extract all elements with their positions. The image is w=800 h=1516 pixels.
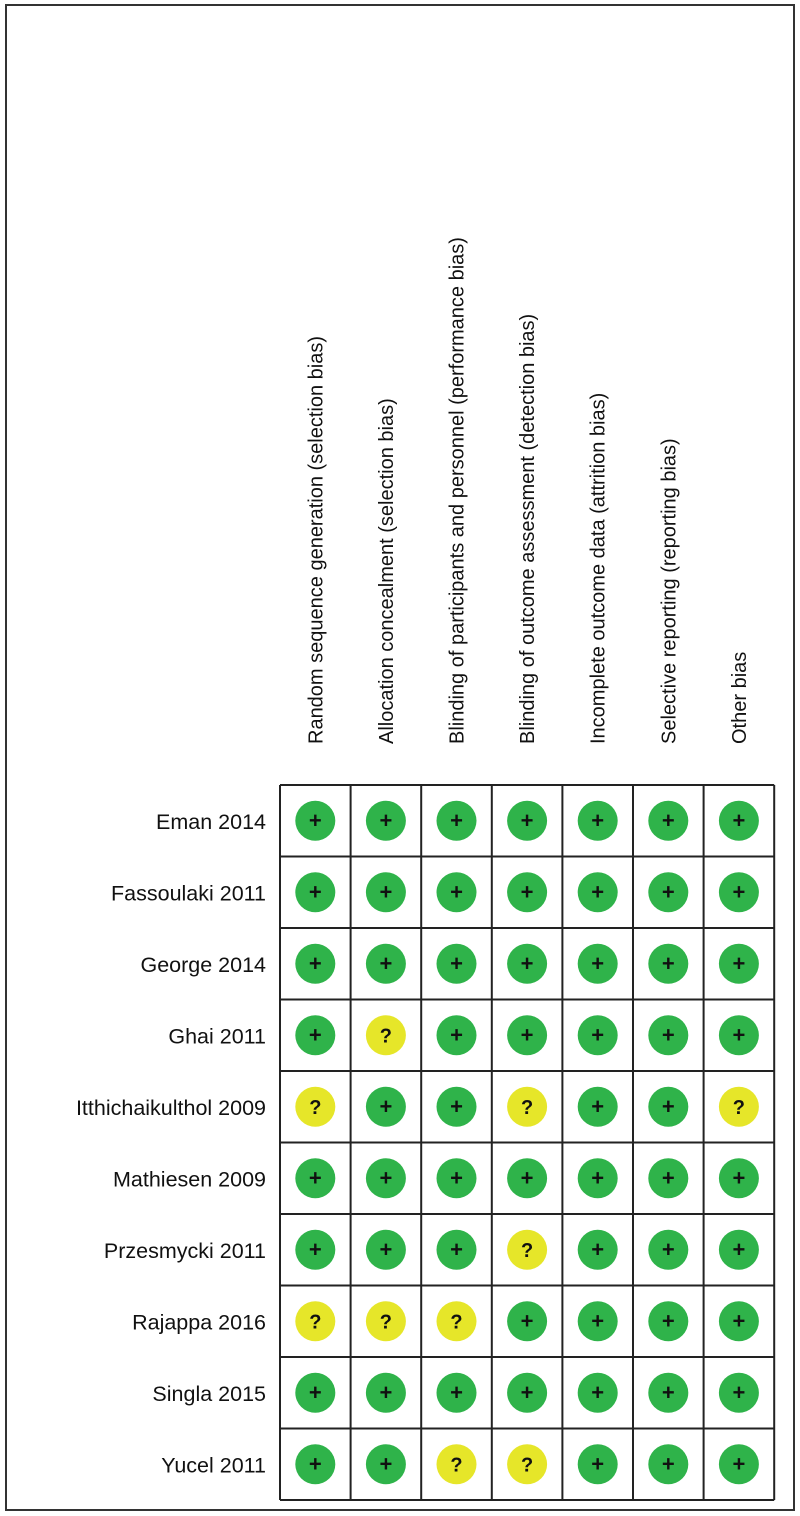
- unclear-risk-symbol: ?: [309, 1311, 322, 1334]
- low-risk-symbol: +: [591, 1379, 605, 1405]
- low-risk-symbol: +: [308, 807, 322, 833]
- study-label: Itthichaikulthol 2009: [75, 1095, 266, 1120]
- low-risk-symbol: +: [308, 950, 322, 976]
- low-risk-symbol: +: [732, 1236, 746, 1262]
- low-risk-symbol: +: [591, 879, 605, 905]
- study-label: Przesmycki 2011: [103, 1238, 266, 1263]
- low-risk-symbol: +: [732, 1165, 746, 1191]
- low-risk-symbol: +: [732, 1451, 746, 1477]
- unclear-risk-symbol: ?: [450, 1454, 463, 1477]
- low-risk-symbol: +: [591, 1236, 605, 1262]
- low-risk-symbol: +: [732, 807, 746, 833]
- unclear-risk-symbol: ?: [309, 1096, 322, 1119]
- low-risk-symbol: +: [450, 1093, 463, 1119]
- low-risk-symbol: +: [379, 1451, 393, 1477]
- low-risk-symbol: +: [732, 1022, 746, 1048]
- low-risk-symbol: +: [450, 950, 463, 976]
- low-risk-symbol: +: [379, 807, 393, 833]
- unclear-risk-symbol: ?: [732, 1096, 746, 1119]
- study-label: Eman 2014: [156, 809, 266, 834]
- low-risk-symbol: +: [520, 807, 534, 833]
- study-label: Yucel 2011: [161, 1453, 266, 1478]
- low-risk-symbol: +: [520, 950, 534, 976]
- low-risk-symbol: +: [732, 1379, 746, 1405]
- low-risk-symbol: +: [520, 1308, 534, 1334]
- low-risk-symbol: +: [520, 1022, 534, 1048]
- low-risk-symbol: +: [661, 1308, 675, 1334]
- low-risk-symbol: +: [520, 1165, 534, 1191]
- low-risk-symbol: +: [591, 1022, 605, 1048]
- low-risk-symbol: +: [520, 879, 534, 905]
- low-risk-symbol: +: [308, 1236, 322, 1262]
- domain-label: Blinding of participants and personnel (performance bias): [446, 237, 469, 744]
- low-risk-symbol: +: [308, 1379, 322, 1405]
- low-risk-symbol: +: [308, 1165, 322, 1191]
- domain-label: Other bias: [728, 651, 751, 744]
- domain-label: Incomplete outcome data (attrition bias): [587, 392, 610, 744]
- low-risk-symbol: +: [661, 950, 675, 976]
- low-risk-symbol: +: [661, 879, 675, 905]
- study-label: George 2014: [140, 952, 266, 977]
- low-risk-symbol: +: [591, 807, 605, 833]
- domain-label: Selective reporting (reporting bias): [658, 438, 681, 744]
- low-risk-symbol: +: [308, 879, 322, 905]
- low-risk-symbol: +: [379, 1165, 393, 1191]
- study-label: Ghai 2011: [168, 1024, 266, 1049]
- low-risk-symbol: +: [591, 1308, 605, 1334]
- low-risk-symbol: +: [450, 1236, 463, 1262]
- low-risk-symbol: +: [661, 807, 675, 833]
- study-label: Rajappa 2016: [132, 1310, 266, 1335]
- low-risk-symbol: +: [661, 1165, 675, 1191]
- domain-label: Random sequence generation (selection bias): [305, 335, 328, 744]
- unclear-risk-symbol: ?: [379, 1025, 393, 1048]
- low-risk-symbol: +: [661, 1022, 675, 1048]
- low-risk-symbol: +: [591, 1451, 605, 1477]
- study-label: Mathiesen 2009: [113, 1167, 266, 1192]
- low-risk-symbol: +: [379, 1379, 393, 1405]
- unclear-risk-symbol: ?: [450, 1311, 463, 1334]
- domain-label: Blinding of outcome assessment (detection bias): [517, 313, 540, 744]
- low-risk-symbol: +: [379, 1236, 393, 1262]
- low-risk-symbol: +: [732, 950, 746, 976]
- low-risk-symbol: +: [379, 879, 393, 905]
- low-risk-symbol: +: [450, 1022, 463, 1048]
- unclear-risk-symbol: ?: [379, 1311, 393, 1334]
- study-label: Singla 2015: [152, 1381, 266, 1406]
- low-risk-symbol: +: [308, 1451, 322, 1477]
- low-risk-symbol: +: [520, 1379, 534, 1405]
- unclear-risk-symbol: ?: [520, 1454, 534, 1477]
- domain-label: Allocation concealment (selection bias): [375, 398, 398, 744]
- low-risk-symbol: +: [450, 879, 463, 905]
- low-risk-symbol: +: [732, 879, 746, 905]
- low-risk-symbol: +: [450, 1379, 463, 1405]
- low-risk-symbol: +: [379, 950, 393, 976]
- unclear-risk-symbol: ?: [520, 1239, 534, 1262]
- low-risk-symbol: +: [379, 1093, 393, 1119]
- low-risk-symbol: +: [661, 1236, 675, 1262]
- low-risk-symbol: +: [591, 950, 605, 976]
- low-risk-symbol: +: [661, 1451, 675, 1477]
- study-label: Fassoulaki 2011: [111, 881, 266, 906]
- low-risk-symbol: +: [308, 1022, 322, 1048]
- low-risk-symbol: +: [732, 1308, 746, 1334]
- low-risk-symbol: +: [661, 1379, 675, 1405]
- unclear-risk-symbol: ?: [520, 1096, 534, 1119]
- low-risk-symbol: +: [450, 1165, 463, 1191]
- low-risk-symbol: +: [591, 1165, 605, 1191]
- low-risk-symbol: +: [661, 1093, 675, 1119]
- low-risk-symbol: +: [591, 1093, 605, 1119]
- low-risk-symbol: +: [450, 807, 463, 833]
